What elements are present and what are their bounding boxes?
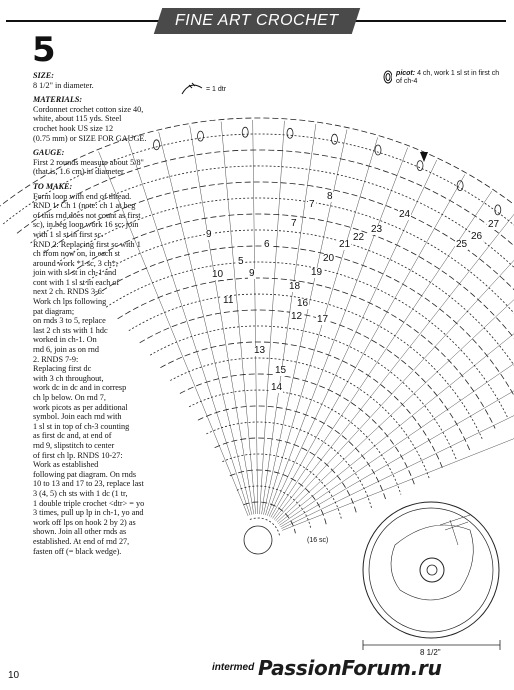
round-number-label: 6: [264, 239, 270, 250]
to-make-line: ch from now on, in each st: [33, 249, 121, 259]
to-make-line: with 3 ch throughout,: [33, 373, 104, 383]
to-make-line: fasten off (= black wedge).: [33, 546, 122, 556]
round-number-label: 19: [311, 267, 323, 278]
round-number-label: 15: [275, 365, 287, 376]
to-make-line: shown. Join all other rnds as: [33, 527, 127, 537]
to-make-line: rnd 6, join as on rnd: [33, 345, 99, 355]
round-number-label: 21: [339, 239, 351, 250]
to-make-line: symbol. Join each rnd with: [33, 412, 122, 422]
dtr-legend-text: = 1 dtr: [206, 85, 227, 93]
picot-legend-text: 4 ch, work 1 sl st in first ch of ch-4: [396, 70, 500, 85]
to-make-line: on rnds 3 to 5, replace: [33, 316, 106, 326]
to-make-line: as first dc and, at end of: [33, 431, 112, 441]
round-number-label: 5: [238, 256, 244, 267]
to-make-line: work off lps on hook 2 by 2) as: [33, 517, 136, 527]
to-make-line: work picots as per additional: [33, 402, 128, 412]
size-value: 8 1/2" in diameter.: [33, 80, 94, 90]
to-make-line: Work ch lps following: [33, 297, 107, 307]
to-make-line: established. At end of rnd 27,: [33, 536, 130, 546]
to-make-heading: TO MAKE:: [33, 181, 73, 191]
size-dimension-label: 8 1/2": [420, 648, 441, 657]
to-make-line: Replacing first dc: [33, 364, 92, 374]
picot-legend-title: picot:: [396, 70, 416, 77]
to-make-line: sc), in beg loop work 16 sc; join: [33, 220, 139, 230]
materials-heading: MATERIALS:: [33, 95, 83, 105]
header-title: FINE ART CROCHET: [175, 12, 339, 29]
round-number-label: 7: [309, 199, 315, 210]
to-make-line: 10 to 13 and 17 to 23, replace last: [33, 479, 144, 489]
to-make-line: pat diagram;: [33, 306, 75, 316]
round-number-label: 18: [289, 281, 301, 292]
to-make-line: rnd 9, slipstitch to center: [33, 440, 115, 450]
round-number-label: 10: [212, 269, 224, 280]
round-number-label: 11: [223, 295, 234, 306]
to-make-line: 1 double triple crochet <dtr> = yo: [33, 498, 145, 508]
to-make-line: 2. RNDS 7-9:: [33, 354, 79, 364]
round-number-label: 22: [353, 232, 365, 243]
page-number: 10: [8, 670, 20, 681]
publisher-logo: intermed: [212, 662, 255, 673]
pattern-number: 5: [32, 30, 56, 70]
gauge-heading: GAUGE:: [33, 148, 65, 158]
round-number-label: 9: [206, 229, 212, 240]
to-make-line: next 2 ch. RNDS 3-6:: [33, 287, 105, 297]
round-number-label: 16: [297, 298, 309, 309]
to-make-line: Form loop with end of thread.: [33, 191, 132, 201]
to-make-line: cont with 1 sl st in each of: [33, 277, 120, 287]
round-number-label: 14: [271, 382, 283, 393]
to-make-line: of this rnd does not count as first: [33, 210, 141, 220]
round-number-label: 7: [291, 218, 297, 229]
materials-line: white, about 115 yds. Steel: [33, 114, 122, 124]
to-make-line: with 1 sl st in first sc.: [33, 229, 104, 239]
to-make-line: worked in ch-1. On: [33, 335, 97, 345]
round-number-label: 12: [291, 311, 303, 322]
round-number-label: 17: [317, 314, 329, 325]
to-make-line: RND 1: Ch 1 (note: ch 1 at beg: [33, 201, 136, 211]
round-number-label: 9: [249, 268, 255, 279]
to-make-line: 1 sl st in top of ch-3 counting: [33, 421, 130, 431]
gauge-line: (that is, 1.6 cm) in diameter.: [33, 167, 126, 177]
size-heading: SIZE:: [33, 71, 54, 80]
to-make-line: following pat diagram. On rnds: [33, 469, 137, 479]
watermark: PassionForum.ru: [258, 656, 442, 680]
round-number-label: 24: [399, 209, 411, 220]
round-number-label: 20: [323, 253, 335, 264]
to-make-line: Work as established: [33, 460, 99, 470]
round-number-label: 23: [371, 224, 383, 235]
round-number-label: 8: [327, 191, 333, 202]
doily-illustration: [363, 502, 499, 638]
round-number-label: 26: [471, 231, 483, 242]
materials-line: Cordonnet crochet cotton size 40,: [33, 104, 144, 114]
to-make-line: RND 2: Replacing first sc with 1: [33, 239, 141, 249]
to-make-line: around work *1 sc, 3 ch*;: [33, 258, 119, 268]
round-number-label: 13: [254, 345, 266, 356]
to-make-line: ch lp below. On rnd 7,: [33, 393, 106, 402]
to-make-line: work dc in dc and in corresp: [33, 383, 127, 393]
gauge-line: First 2 rounds measure about 5/8": [33, 157, 144, 167]
to-make-line: join with sl st in ch-1 and: [33, 268, 117, 278]
round-number-label: 27: [488, 219, 500, 230]
to-make-line: of first ch lp. RNDS 10-27:: [33, 450, 123, 460]
round-number-label: 25: [456, 239, 468, 250]
materials-line: (0.75 mm) or SIZE FOR GAUGE.: [33, 133, 147, 143]
materials-line: crochet hook US size 12: [33, 123, 114, 133]
to-make-line: 3 (4, 5) ch sts with 1 dc (1 tr,: [33, 488, 128, 498]
to-make-line: 3 times, pull up lp in ch-1, yo and: [33, 508, 144, 518]
to-make-line: last 2 ch sts with 1 hdc: [33, 325, 108, 335]
sc-count-label: (16 sc): [307, 537, 329, 544]
